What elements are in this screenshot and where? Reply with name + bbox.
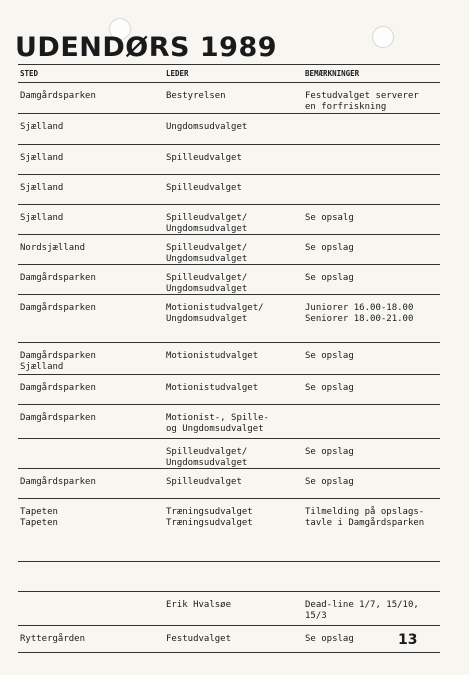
- table-row: [18, 295, 440, 343]
- table-row: [18, 626, 440, 653]
- cell-bemaerkninger: Se opslag: [305, 383, 354, 393]
- table-row: [18, 469, 440, 499]
- cell-leder: Spilleudvalget/ Ungdomsudvalget: [166, 213, 248, 234]
- cell-leder: Ungdomsudvalget: [166, 122, 248, 132]
- cell-leder: Spilleudvalget/ Ungdomsudvalget: [166, 447, 248, 468]
- table-row: [18, 375, 440, 405]
- table-row: [18, 235, 440, 265]
- cell-sted: Damgårdsparken: [20, 413, 96, 423]
- punch-hole: [372, 26, 394, 48]
- cell-leder: Spilleudvalget: [166, 153, 242, 163]
- cell-leder: Motionistudvalget: [166, 383, 259, 393]
- cell-bemaerkninger: [305, 114, 440, 144]
- cell-sted: [18, 562, 166, 591]
- cell-bemaerkninger: Juniorer 16.00-18.00 Seniorer 18.00-21.00: [305, 303, 414, 324]
- cell-leder: Spilleudvalget/ Ungdomsudvalget: [166, 273, 248, 294]
- cell-leder: Motionist-, Spille- og Ungdomsudvalget: [166, 413, 269, 434]
- cell-bemaerkninger: Dead-line 1/7, 15/10, 15/3: [305, 600, 419, 621]
- cell-bemaerkninger: Se opslag: [305, 634, 354, 644]
- table-body: [18, 83, 440, 653]
- cell-bemaerkninger: [305, 405, 440, 438]
- cell-bemaerkninger: Se opslag: [305, 273, 354, 283]
- cell-bemaerkninger: [305, 145, 440, 174]
- cell-sted: Damgårdsparken: [20, 303, 96, 313]
- cell-leder: Spilleudvalget/ Ungdomsudvalget: [166, 243, 248, 264]
- page-title: UDENDØRS 1989: [15, 32, 278, 63]
- cell-sted: Tapeten Tapeten: [20, 507, 58, 528]
- cell-leder: Erik Hvalsøe: [166, 600, 232, 610]
- cell-sted: Damgårdsparken Sjælland: [20, 351, 96, 372]
- cell-sted: Damgårdsparken: [20, 91, 96, 101]
- cell-sted: Nordsjælland: [20, 243, 86, 253]
- cell-leder: Festudvalget: [166, 634, 232, 644]
- cell-sted: Damgårdsparken: [20, 477, 96, 487]
- header-leder: LEDER: [166, 69, 189, 78]
- table-row: [18, 265, 440, 295]
- cell-sted: Sjælland: [20, 122, 64, 132]
- table-row: [18, 145, 440, 175]
- table-row: [18, 439, 440, 469]
- cell-sted: [18, 439, 166, 468]
- cell-bemaerkninger: [305, 562, 440, 591]
- cell-sted: Sjælland: [20, 213, 64, 223]
- table-header: [18, 65, 440, 82]
- table-row: [18, 175, 440, 205]
- table-row: [18, 499, 440, 562]
- cell-leder: Spilleudvalget: [166, 477, 242, 487]
- cell-bemaerkninger: Se opsalg: [305, 213, 354, 223]
- table-row: [18, 592, 440, 626]
- cell-bemaerkninger: Tilmelding på opslags- tavle i Damgårdsparken: [305, 507, 425, 528]
- cell-sted: Sjælland: [20, 183, 64, 193]
- table-row: [18, 83, 440, 114]
- cell-leder: [166, 562, 305, 591]
- cell-bemaerkninger: Se opslag: [305, 477, 354, 487]
- page-number: 13: [398, 632, 418, 648]
- cell-sted: [18, 592, 166, 625]
- table-row: [18, 405, 440, 439]
- cell-sted: Damgårdsparken: [20, 273, 96, 283]
- cell-bemaerkninger: Se opslag: [305, 447, 354, 457]
- table-row: [18, 205, 440, 235]
- cell-sted: Ryttergården: [20, 634, 86, 644]
- header-sted: STED: [20, 69, 39, 78]
- cell-sted: Damgårdsparken: [20, 383, 96, 393]
- cell-leder: Motionistudvalget/ Ungdomsudvalget: [166, 303, 264, 324]
- cell-bemaerkninger: Se opslag: [305, 243, 354, 253]
- cell-leder: Bestyrelsen: [166, 91, 226, 101]
- table-row: [18, 343, 440, 375]
- cell-leder: Spilleudvalget: [166, 183, 242, 193]
- table-row: [18, 562, 440, 592]
- cell-leder: Træningsudvalget Træningsudvalget: [166, 507, 253, 528]
- cell-leder: Motionistudvalget: [166, 351, 259, 361]
- cell-bemaerkninger: Festudvalget serverer en forfriskning: [305, 91, 419, 112]
- cell-sted: Sjælland: [20, 153, 64, 163]
- cell-bemaerkninger: Se opslag: [305, 351, 354, 361]
- header-bemaerkninger: BEMÆRKNINGER: [305, 69, 360, 78]
- table-row: [18, 114, 440, 145]
- schedule-table: [18, 64, 440, 653]
- cell-bemaerkninger: [305, 175, 440, 204]
